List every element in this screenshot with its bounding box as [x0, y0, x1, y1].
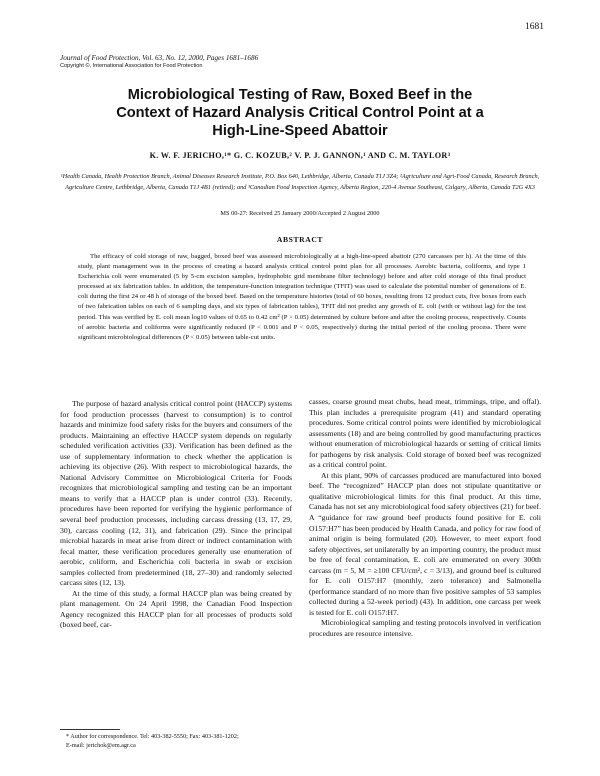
- correspondence-footnote: [60, 733, 300, 751]
- footnote-line: * Author for correspondence. Tel: 403-382-5550; Fax: 403-381-1202;: [66, 733, 239, 740]
- journal-citation: Journal of Food Protection, Vol. 63, No. 12, 2000, Pages 1681–1686: [60, 54, 259, 62]
- body-paragraph: Microbiological sampling and testing protocols involved in verification procedures are resource intensive.: [309, 618, 541, 639]
- abstract-text: The efficacy of cold storage of raw, bagged, boxed beef was assessed microbiologically at a high-line-speed abattoir (270 carcasses per h). At the time of this study, plant management was in the process of creating a hazard analysis critical control point plan for all processes. Aerobic bacteria, coliforms, and type 1 Escherichia coli were enumerated (5 by 5-cm excision samples, hydrophobic grid membrane filter technology) before and after cold storage of this final product processed at six fabrication tables. In addition, the temperature-function integration technique (TFIT) was used to calculate the potential number of generations of E. coli during the first 24 or 48 h of storage of the boxed beef. Based on the temperature histories (total of 60 boxes, resulting from 12 product cuts, five boxes from each of two fabrication tables on each of 6 sampling days, and six types of fabrication tables), TFIT did not predict any growth of E. coli (with or without lag) for the test period. This was verified by E. coli mean log10 values of 0.65 to 0.42 cm² (P > 0.05) determined by culture before and after the cooling process, respectively. Counts of aerobic bacteria and coliforms were significantly reduced (P < 0.001 and P < 0.05, respectively) during the initial period of the cooling process. There were significant microbiological differences (P < 0.05) between table-cut units.: [78, 253, 526, 341]
- copyright-line: Copyright ©, International Association for Food Protection: [60, 63, 203, 69]
- title-line: Context of Hazard Analysis Critical Control Point at a: [116, 105, 484, 121]
- page-number: 1681: [525, 22, 544, 32]
- abstract-heading: ABSTRACT: [276, 235, 324, 244]
- body-paragraph: At the time of this study, a formal HACCP plan was being created by plant management. On 24 April 1998, the Canadian Food Inspection Agency recognized this HACCP plan for all processes of products sold (boxed beef, car-: [60, 588, 292, 630]
- article-title: [60, 86, 540, 140]
- body-paragraph: At this plant, 90% of carcasses produced are manufactured into boxed beef. The “recognized” HACCP plan does not stipulate quantitative or qualitative microbiological limits for this final product. At this time, Canada has not set any microbiological food safety objectives (21) for beef. A “guidance for raw ground beef products found positive for E. coli O157:H7” has been produced by Health Canada, and policy for raw food of animal origin is being formulated (20). However, to meet export food safety objectives, set unilaterally by an importing country, the product must be free of fecal contamination, E. coli are enumerated on every 300th carcass (m = 5, M = ≥100 CFU/cm², c = 3/13), and ground beef is cultured for E. coli O157:H7 (monthly, zero tolerance) and Salmonella (performance standard of no more than five positive samples of 53 samples collected during a 52-week period) (43). In addition, one carcass per week is tested for E. coli O157:H7.: [309, 470, 541, 617]
- affiliations: ¹Health Canada, Health Protection Branch, Animal Diseases Research Institute, P.O. Box 640, Lethbridge, Alberta, Canada T1J 3Z4; ²Agriculture and Agri-Food Canada, Research Branch, Agriculture Centre, Lethbridge, Alberta, Canada T1J 4B1 (retired); and ³Canadian Food Inspection Agency, Alberta Region, 220-4 Avenue Southeast, Calgary, Alberta, Canada T2G 4X3: [60, 173, 540, 191]
- body-column-right: [309, 397, 541, 640]
- body-paragraph: The purpose of hazard analysis critical control point (HACCP) systems for food production processes (harvest to consumption) is to control hazards and minimize food safety risks for the buyers and consumers of the products. Maintaining an effective HACCP system depends on regularly scheduled verification activities (33). Verification has been defined as the use of supplementary information to check whether the application is achieving its objective (26). With respect to microbiological hazards, the National Advisory Committee on Microbiological Criteria for Foods recognizes that microbiological sampling and testing can be an important means to verify that a HACCP plan is under control (33). Recently, procedures have been reported for verifying the hygienic performance of several beef production processes, including carcass dressing (13, 17, 29, 30), carcass cooling (12, 31), and fabrication (29). Since the principal microbial hazards in meat arise from direct or indirect contamination with fecal matter, these verification procedures generally use enumeration of aerobic, coliform, and Escherichia coli bacteria in swab or excision samples collected from predetermined (18, 27–30) and randomly selected carcass sites (12, 13).: [60, 399, 292, 588]
- footnote-email[interactable]: E-mail: jerichok@em.agr.ca: [66, 741, 136, 749]
- body-paragraph: casses, coarse ground meat chubs, head meat, trimmings, tripe, and offal). This plan includes a prerequisite program (41) and standard operating procedures. Some critical control points were identified by microbiological assessments (18) and are being controlled by good manufacturing practices without enumeration of microbiological hazards or setting of critical limits for pathogens by risk analysis. Cold storage of boxed beef was recognized as a critical control point.: [309, 397, 541, 470]
- title-line: High-Line-Speed Abattoir: [212, 123, 388, 139]
- title-line: Microbiological Testing of Raw, Boxed Beef in the: [127, 87, 473, 103]
- received-dates: MS 00-27: Received 25 January 2000/Accepted 2 August 2000: [220, 210, 380, 217]
- body-column-left: [60, 399, 292, 631]
- author-list: K. W. F. JERICHO,¹* G. C. KOZUB,² V. P. J. GANNON,¹ AND C. M. TAYLOR³: [149, 151, 451, 160]
- footnote-divider: [60, 729, 120, 730]
